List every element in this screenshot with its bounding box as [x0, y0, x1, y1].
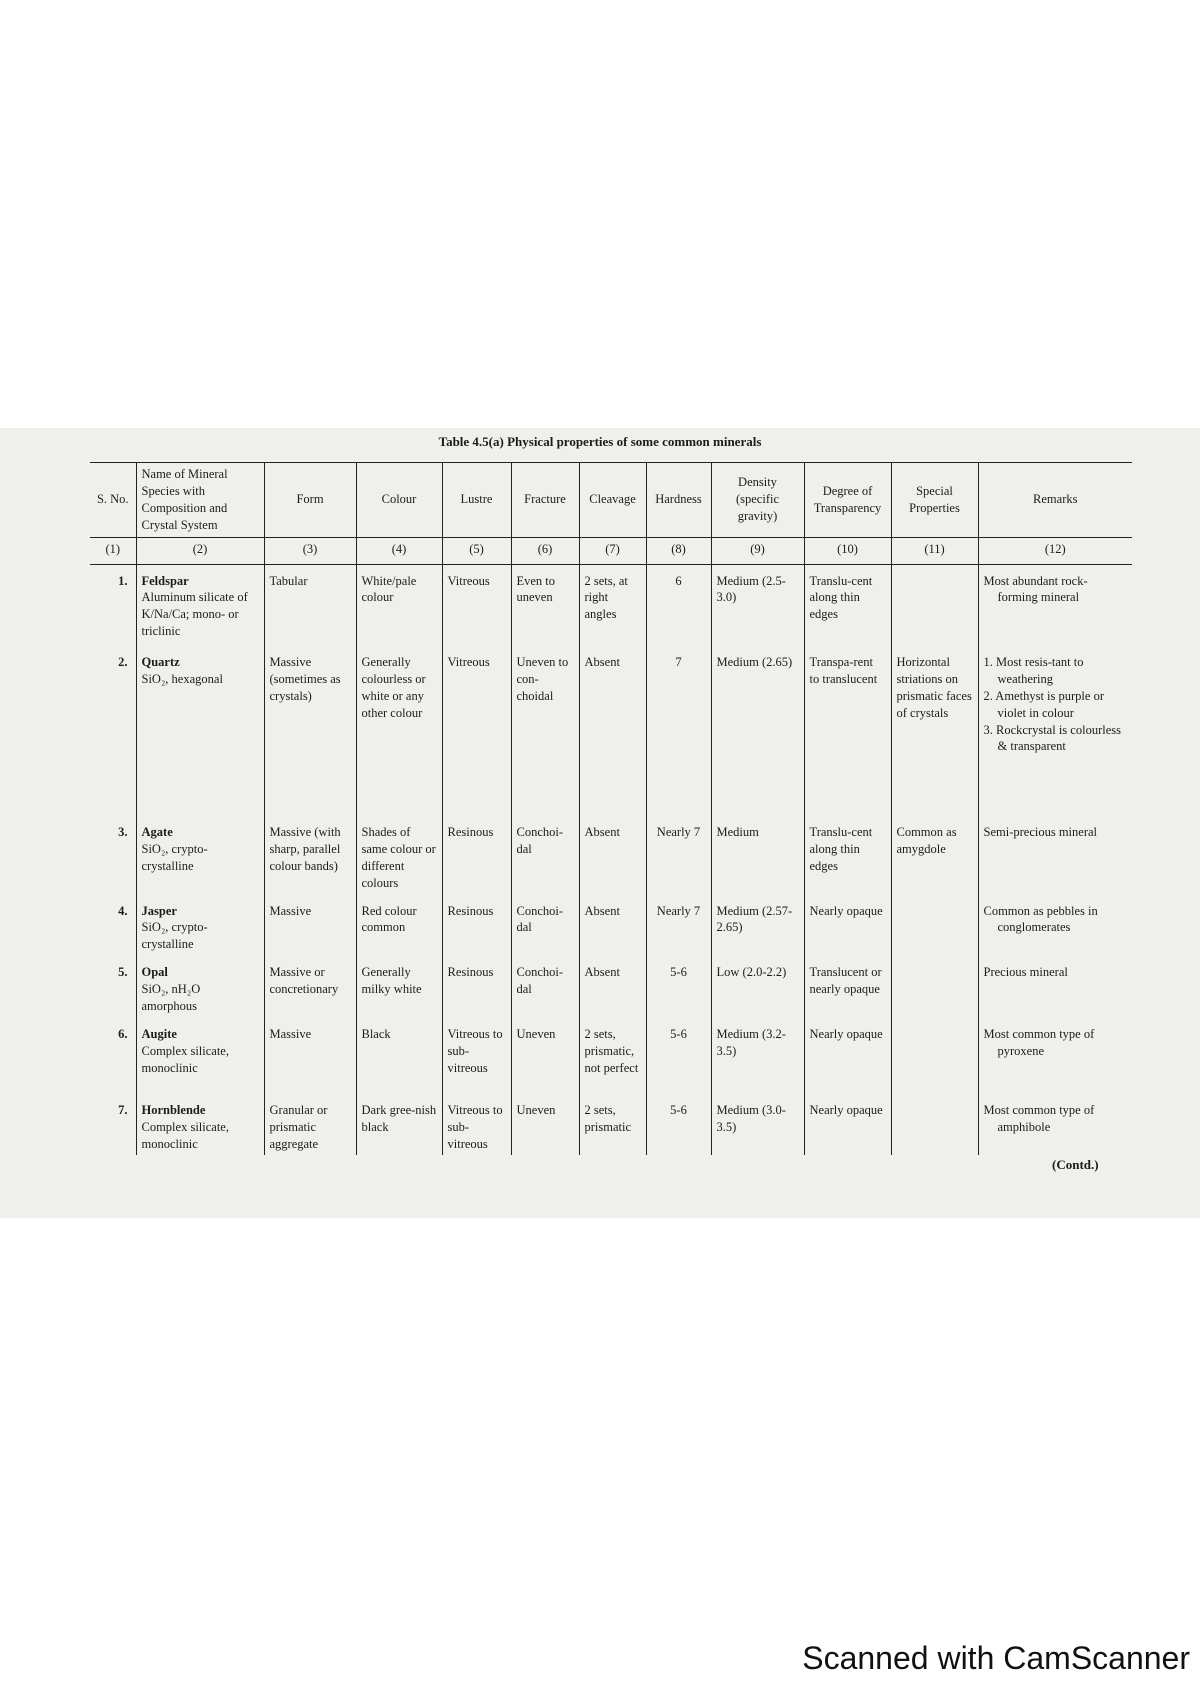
colour-cell: Black	[356, 1018, 442, 1094]
mineral-name: Quartz	[141, 655, 180, 669]
special-cell	[891, 1018, 978, 1094]
lustre-cell: Resinous	[442, 956, 511, 1018]
special-cell	[891, 564, 978, 646]
column-number: (9)	[711, 537, 804, 564]
special-cell: Common as amygdole	[891, 816, 978, 895]
header-remarks: Remarks	[978, 463, 1132, 538]
lustre-cell: Vitreous	[442, 564, 511, 646]
header-colour: Colour	[356, 463, 442, 538]
colour-cell: Shades of same colour or different colours	[356, 816, 442, 895]
fracture-cell: Conchoi-dal	[511, 895, 579, 957]
remark-item: Most abundant rock-forming mineral	[983, 573, 1088, 605]
cleavage-cell: Absent	[579, 646, 646, 816]
table-row	[90, 646, 1132, 816]
column-number: (4)	[356, 537, 442, 564]
header-lustre: Lustre	[442, 463, 511, 538]
column-number: (2)	[136, 537, 264, 564]
mineral-cell	[136, 1094, 264, 1156]
column-number: (6)	[511, 537, 579, 564]
table-row	[90, 956, 1132, 1018]
transparency-cell: Transpa-rent to translucent	[804, 646, 891, 816]
cleavage-cell: Absent	[579, 895, 646, 957]
lustre-cell: Resinous	[442, 895, 511, 957]
mineral-composition: Complex silicate, monoclinic	[141, 1043, 229, 1075]
special-cell	[891, 1094, 978, 1156]
column-number: (5)	[442, 537, 511, 564]
remarks-cell	[978, 1018, 1132, 1094]
remark-item: Precious mineral	[983, 965, 1068, 980]
remarks-cell	[978, 816, 1132, 895]
remark-item: 1. Most resis-tant to weathering	[983, 655, 1084, 686]
row-number: 5.	[118, 965, 128, 980]
density-cell: Medium (2.57-2.65)	[711, 895, 804, 957]
row-number: 4.	[118, 903, 128, 918]
row-number: 7.	[118, 1102, 128, 1117]
cleavage-cell: 2 sets, prismatic	[579, 1094, 646, 1156]
density-cell: Medium (2.65)	[711, 646, 804, 816]
table-row	[90, 816, 1132, 895]
mineral-composition: Aluminum silicate of K/Na/Ca; mono- or triclinic	[141, 590, 248, 639]
column-number: (12)	[978, 537, 1132, 564]
density-cell: Medium	[711, 816, 804, 895]
colour-cell: Generally milky white	[356, 956, 442, 1018]
column-number: (8)	[646, 537, 711, 564]
header-hardness: Hardness	[646, 463, 711, 538]
mineral-cell	[136, 646, 264, 816]
mineral-name: Augite	[141, 1026, 177, 1041]
row-number: 6.	[118, 1026, 128, 1041]
header-density: Density (specific gravity)	[711, 463, 804, 538]
hardness-cell: 5-6	[646, 1018, 711, 1094]
column-number: (1)	[90, 537, 136, 564]
transparency-cell: Translucent or nearly opaque	[804, 956, 891, 1018]
form-cell: Tabular	[264, 564, 356, 646]
fracture-cell: Uneven	[511, 1094, 579, 1156]
remarks-cell	[978, 646, 1132, 816]
remark-item: Most common type of pyroxene	[983, 1026, 1095, 1058]
column-number: (7)	[579, 537, 646, 564]
remarks-cell	[978, 564, 1132, 646]
fracture-cell: Uneven	[511, 1018, 579, 1094]
fracture-cell: Even to uneven	[511, 564, 579, 646]
remark-item: 3. Rockcrystal is colourless & transparent	[983, 722, 1121, 754]
mineral-cell	[136, 956, 264, 1018]
lustre-cell: Vitreous	[442, 646, 511, 816]
density-cell: Medium (2.5-3.0)	[711, 564, 804, 646]
column-number-row	[90, 537, 1132, 564]
colour-cell: Dark gree-nish black	[356, 1094, 442, 1156]
mineral-name: Feldspar	[141, 573, 189, 588]
cleavage-cell: 2 sets, at right angles	[579, 564, 646, 646]
transparency-cell: Translu-cent along thin edges	[804, 564, 891, 646]
camscanner-watermark: Scanned with CamScanner	[802, 1640, 1190, 1676]
form-cell: Massive or concretionary	[264, 956, 356, 1018]
row-number: 1.	[118, 573, 128, 588]
remark-item: Most common type of amphibole	[983, 1102, 1095, 1134]
mineral-composition: Complex silicate, monoclinic	[141, 1119, 229, 1151]
column-number: (10)	[804, 537, 891, 564]
hardness-cell: 6	[646, 564, 711, 646]
special-cell	[891, 956, 978, 1018]
hardness-cell: 5-6	[646, 1094, 711, 1156]
density-cell: Medium (3.2-3.5)	[711, 1018, 804, 1094]
lustre-cell: Vitreous to sub-vitreous	[442, 1094, 511, 1156]
header-name: Name of Mineral Species with Composition and Crystal System	[136, 463, 264, 538]
mineral-composition: SiO₂, nH₂O amorphous	[141, 982, 201, 1013]
column-number: (11)	[891, 537, 978, 564]
mineral-cell	[136, 816, 264, 895]
density-cell: Low (2.0-2.2)	[711, 956, 804, 1018]
density-cell: Medium (3.0-3.5)	[711, 1094, 804, 1156]
hardness-cell: Nearly 7	[646, 816, 711, 895]
hardness-cell: Nearly 7	[646, 895, 711, 957]
mineral-cell	[136, 1018, 264, 1094]
mineral-cell	[136, 895, 264, 957]
fracture-cell: Conchoi-dal	[511, 956, 579, 1018]
hardness-cell: 7	[646, 646, 711, 816]
special-cell	[891, 895, 978, 957]
mineral-properties-table	[90, 462, 1132, 1155]
form-cell: Granular or prismatic aggregate	[264, 1094, 356, 1156]
row-number: 2.	[118, 655, 128, 669]
colour-cell: Generally colourless or white or any other colour	[356, 646, 442, 816]
header-form: Form	[264, 463, 356, 538]
remarks-cell	[978, 1094, 1132, 1156]
header-special: Special Properties	[891, 463, 978, 538]
form-cell: Massive	[264, 895, 356, 957]
remark-item: Common as pebbles in conglomerates	[983, 903, 1098, 935]
remark-item: 2. Amethyst is purple or violet in colour	[983, 688, 1104, 720]
header-sno: S. No.	[90, 463, 136, 538]
form-cell: Massive	[264, 1018, 356, 1094]
table-row	[90, 1094, 1132, 1156]
cleavage-cell: Absent	[579, 956, 646, 1018]
remarks-cell	[978, 956, 1132, 1018]
transparency-cell: Nearly opaque	[804, 1094, 891, 1156]
special-cell: Horizontal striations on prismatic faces of crystals	[891, 646, 978, 816]
remark-item: Semi-precious mineral	[983, 825, 1098, 839]
cleavage-cell: 2 sets, prismatic, not perfect	[579, 1018, 646, 1094]
mineral-name: Hornblende	[141, 1102, 206, 1117]
form-cell: Massive (with sharp, parallel colour bands)	[264, 816, 356, 895]
hardness-cell: 5-6	[646, 956, 711, 1018]
remarks-cell	[978, 895, 1132, 957]
header-fracture: Fracture	[511, 463, 579, 538]
header-cleavage: Cleavage	[579, 463, 646, 538]
colour-cell: Red colour common	[356, 895, 442, 957]
mineral-composition: SiO₂, crypto-crystalline	[141, 920, 208, 952]
cleavage-cell: Absent	[579, 816, 646, 895]
header-transparency: Degree of Transparency	[804, 463, 891, 538]
table-row	[90, 895, 1132, 957]
mineral-name: Opal	[141, 965, 168, 980]
row-number: 3.	[118, 825, 128, 839]
table-row	[90, 1018, 1132, 1094]
transparency-cell: Translu-cent along thin edges	[804, 816, 891, 895]
colour-cell: White/pale colour	[356, 564, 442, 646]
transparency-cell: Nearly opaque	[804, 895, 891, 957]
header-row	[90, 463, 1132, 538]
mineral-name: Agate	[141, 825, 173, 839]
fracture-cell: Uneven to con-choidal	[511, 646, 579, 816]
table-title: Table 4.5(a) Physical properties of some common minerals	[438, 434, 762, 449]
lustre-cell: Vitreous to sub-vitreous	[442, 1018, 511, 1094]
mineral-composition: SiO₂, crypto-crystalline	[141, 841, 208, 873]
mineral-name: Jasper	[141, 903, 177, 918]
continued-label: (Contd.)	[1052, 1157, 1099, 1172]
transparency-cell: Nearly opaque	[804, 1018, 891, 1094]
form-cell: Massive (sometimes as crystals)	[264, 646, 356, 816]
table-row	[90, 564, 1132, 646]
mineral-cell	[136, 564, 264, 646]
lustre-cell: Resinous	[442, 816, 511, 895]
column-number: (3)	[264, 537, 356, 564]
fracture-cell: Conchoi-dal	[511, 816, 579, 895]
mineral-composition: SiO₂, hexagonal	[141, 671, 223, 686]
